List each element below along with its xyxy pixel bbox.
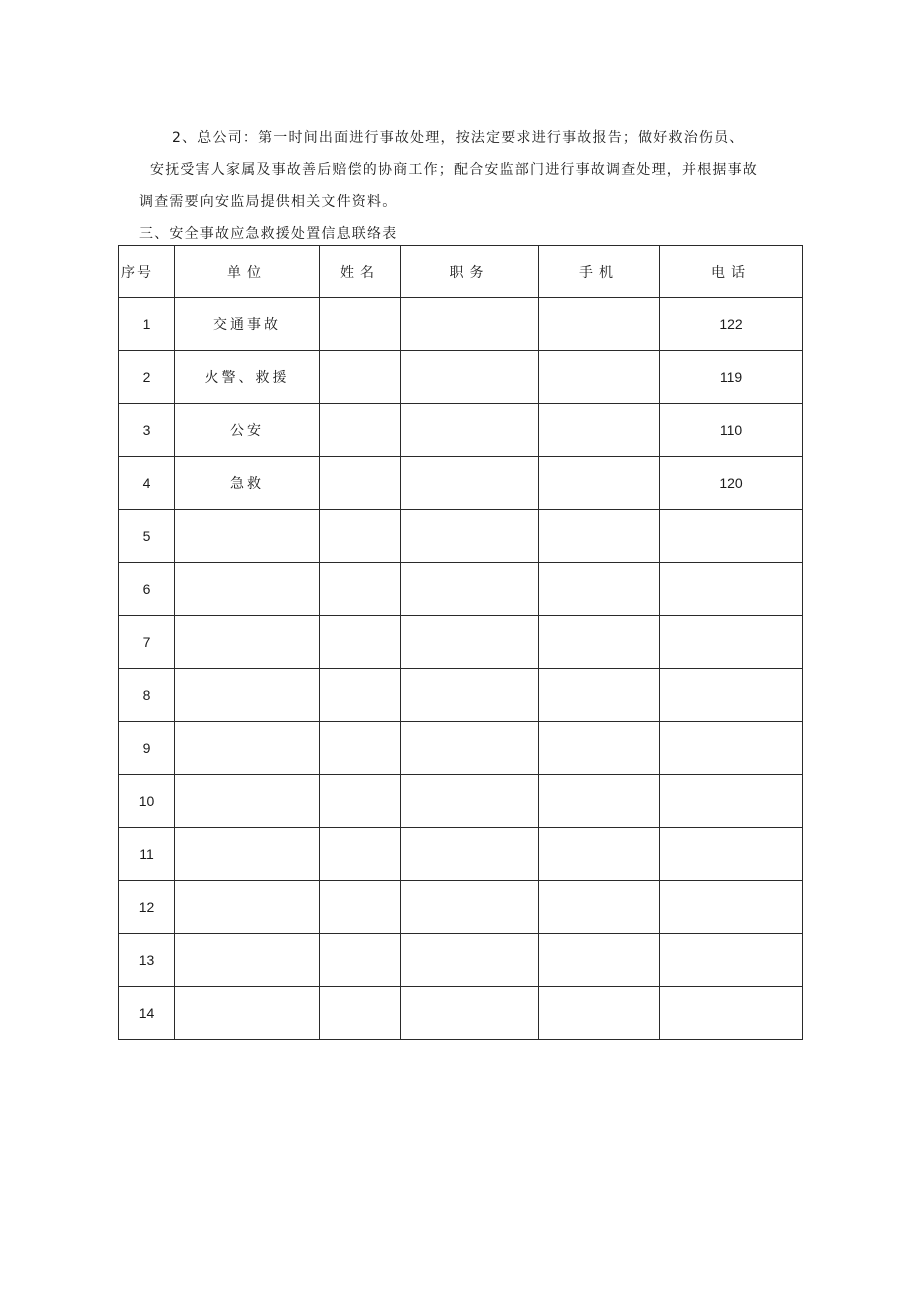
cell-mobile <box>539 510 660 563</box>
cell-title <box>401 616 539 669</box>
cell-mobile <box>539 616 660 669</box>
table-row <box>119 669 803 722</box>
cell-mobile <box>539 669 660 722</box>
table-row <box>119 616 803 669</box>
cell-seq: 9 <box>119 722 175 775</box>
cell-phone: 119 <box>660 351 803 404</box>
header-seq: 序号 <box>119 246 175 298</box>
cell-seq: 5 <box>119 510 175 563</box>
header-name: 姓名 <box>320 246 401 298</box>
header-phone: 电话 <box>660 246 803 298</box>
cell-mobile <box>539 351 660 404</box>
cell-name <box>320 616 401 669</box>
cell-mobile <box>539 987 660 1040</box>
cell-mobile <box>539 881 660 934</box>
cell-name <box>320 563 401 616</box>
section-caption: 三、安全事故应急救援处置信息联络表 <box>139 226 398 242</box>
cell-title <box>401 563 539 616</box>
cell-phone <box>660 563 803 616</box>
cell-unit <box>175 722 320 775</box>
cell-unit: 交通事故 <box>175 298 320 351</box>
cell-phone <box>660 987 803 1040</box>
cell-name <box>320 881 401 934</box>
table-row <box>119 881 803 934</box>
cell-unit <box>175 828 320 881</box>
cell-phone <box>660 828 803 881</box>
cell-unit <box>175 510 320 563</box>
cell-name <box>320 669 401 722</box>
cell-unit <box>175 669 320 722</box>
paragraph-line-1: 2、总公司：第一时间出面进行事故处理，按法定要求进行事故报告；做好救治伤员、 <box>172 130 745 146</box>
cell-mobile <box>539 563 660 616</box>
cell-name <box>320 351 401 404</box>
cell-phone <box>660 934 803 987</box>
cell-name <box>320 722 401 775</box>
cell-phone <box>660 616 803 669</box>
cell-unit: 火警、救援 <box>175 351 320 404</box>
cell-name <box>320 934 401 987</box>
cell-title <box>401 722 539 775</box>
table-row <box>119 828 803 881</box>
cell-title <box>401 987 539 1040</box>
table-row <box>119 775 803 828</box>
table-row <box>119 934 803 987</box>
cell-name <box>320 510 401 563</box>
cell-unit <box>175 934 320 987</box>
header-unit: 单位 <box>175 246 320 298</box>
cell-unit: 公安 <box>175 404 320 457</box>
cell-mobile <box>539 828 660 881</box>
cell-seq: 11 <box>119 828 175 881</box>
cell-seq: 2 <box>119 351 175 404</box>
contact-table <box>118 245 803 1040</box>
cell-unit <box>175 881 320 934</box>
cell-seq: 7 <box>119 616 175 669</box>
cell-seq: 3 <box>119 404 175 457</box>
cell-phone <box>660 775 803 828</box>
cell-mobile <box>539 457 660 510</box>
table-row <box>119 987 803 1040</box>
cell-seq: 14 <box>119 987 175 1040</box>
header-title: 职务 <box>401 246 539 298</box>
cell-title <box>401 881 539 934</box>
cell-title <box>401 828 539 881</box>
cell-phone: 110 <box>660 404 803 457</box>
cell-phone: 122 <box>660 298 803 351</box>
cell-name <box>320 828 401 881</box>
cell-mobile <box>539 722 660 775</box>
table-row <box>119 298 803 351</box>
table-row <box>119 351 803 404</box>
cell-title <box>401 510 539 563</box>
cell-mobile <box>539 934 660 987</box>
cell-unit <box>175 987 320 1040</box>
cell-title <box>401 934 539 987</box>
cell-name <box>320 298 401 351</box>
cell-phone <box>660 881 803 934</box>
cell-name <box>320 987 401 1040</box>
paragraph-line-3: 调查需要向安监局提供相关文件资料。 <box>139 194 398 210</box>
cell-mobile <box>539 404 660 457</box>
cell-phone <box>660 722 803 775</box>
cell-seq: 6 <box>119 563 175 616</box>
cell-seq: 8 <box>119 669 175 722</box>
cell-seq: 10 <box>119 775 175 828</box>
cell-unit <box>175 775 320 828</box>
table-row <box>119 722 803 775</box>
header-mobile: 手机 <box>539 246 660 298</box>
cell-title <box>401 669 539 722</box>
cell-title <box>401 351 539 404</box>
cell-name <box>320 404 401 457</box>
cell-title <box>401 298 539 351</box>
cell-unit: 急救 <box>175 457 320 510</box>
paragraph-line-2: 安抚受害人家属及事故善后赔偿的协商工作；配合安监部门进行事故调查处理，并根据事故 <box>150 162 758 178</box>
cell-title <box>401 457 539 510</box>
table-header-row <box>119 246 803 298</box>
cell-unit <box>175 616 320 669</box>
table-row <box>119 510 803 563</box>
cell-phone <box>660 510 803 563</box>
table-row <box>119 457 803 510</box>
table-row <box>119 563 803 616</box>
cell-unit <box>175 563 320 616</box>
cell-phone <box>660 669 803 722</box>
cell-seq: 1 <box>119 298 175 351</box>
cell-mobile <box>539 775 660 828</box>
cell-seq: 4 <box>119 457 175 510</box>
cell-seq: 13 <box>119 934 175 987</box>
cell-name <box>320 457 401 510</box>
cell-title <box>401 775 539 828</box>
table-row <box>119 404 803 457</box>
cell-phone: 120 <box>660 457 803 510</box>
cell-name <box>320 775 401 828</box>
cell-mobile <box>539 298 660 351</box>
cell-title <box>401 404 539 457</box>
cell-seq: 12 <box>119 881 175 934</box>
